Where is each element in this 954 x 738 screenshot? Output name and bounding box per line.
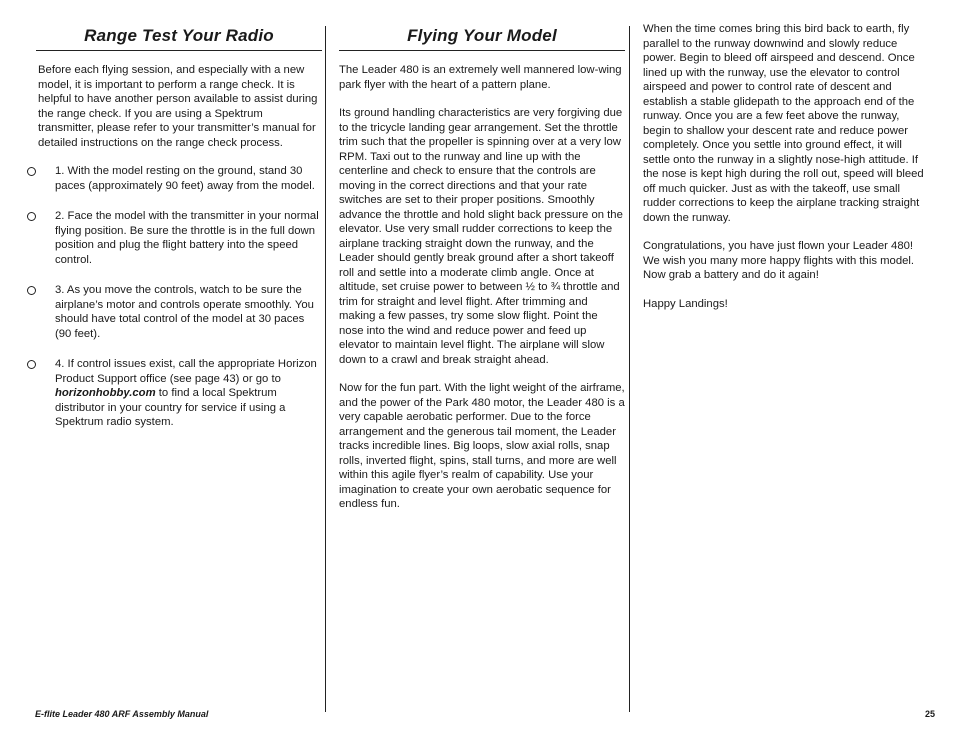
item4-text-end: to find a local Spektrum distributor in your country for service if using a Spektrum radio system. (55, 387, 286, 428)
body-paragraph: The Leader 480 is an extremely well mannered low-wing park flyer with the heart of a pattern plane. (339, 64, 622, 91)
body-paragraph: Happy Landings! (643, 297, 728, 310)
checkbox-circle-icon (27, 360, 36, 369)
checkbox-circle-icon (27, 167, 36, 176)
item4-text-start: 4. If control issues exist, call the appropriate Horizon Product Support office (see page 43) or go to (55, 358, 317, 385)
checklist-item-text: 3. As you move the controls, watch to be sure the airplane’s motor and controls operate smoothly. You should have total control of the model at 30 paces (90 feet). (55, 284, 314, 340)
checklist-item-text: 1. With the model resting on the ground, stand 30 paces (approximately 90 feet) away from the model. (55, 165, 315, 192)
checklist-item (36, 357, 320, 430)
range-test-heading: Range Test Your Radio (36, 26, 322, 51)
column-divider (325, 26, 326, 712)
column-divider (629, 26, 630, 712)
page-number: 25 (924, 709, 935, 719)
landing-column (643, 22, 927, 325)
body-paragraph: Now for the fun part. With the light weight of the airframe, and the power of the Park 480 motor, the Leader 480 is a very capable aerobatic performer. Due to the force arrangement and the generous tail moment, the Leader tracks incredible lines. Big loops, slow axial rolls, snap rolls, inverted flight, spins, stall turns, and more are well within this agile flyer’s realm of capability. Use your imagination to create your own aerobatic sequence for endless fun. (339, 382, 625, 510)
range-test-intro: Before each flying session, and especially with a new model, it is important to perform a range check. It is helpful to have another person available to assist during the range check. If you are using a Spektrum transmitter, please refer to your transmitter’s manual for detailed instructions on the range check process. (38, 64, 318, 149)
checklist-item (36, 283, 320, 341)
flying-model-column (339, 22, 625, 526)
checkbox-circle-icon (27, 286, 36, 295)
checklist-item (36, 209, 320, 267)
body-paragraph: Congratulations, you have just flown your Leader 480! We wish you many more happy flights with this model. Now grab a battery and do it again! (643, 240, 915, 281)
horizonhobby-link[interactable]: horizonhobby.com (55, 387, 156, 399)
body-paragraph: When the time comes bring this bird back to earth, fly parallel to the runway downwind and slowly reduce power. Begin to bleed off airspeed and descend. Once lined up with the runway, use the elevator to control airspeed and power to control rate of descent and establish a stable glidepath to the approach end of the runway. Once you are a few feet above the runway, begin to shallow your descent rate and reduce power completely. Once you settle into ground effect, it will settle onto the runway in a slightly nose-high attitude. If the nose is kept high during the roll out, speed will bleed off much quicker. Just as with the takeoff, use small rudder corrections to keep the airplane tracking straight down the runway. (643, 23, 924, 224)
checkbox-circle-icon (27, 212, 36, 221)
checklist-item-text (55, 357, 320, 430)
footer-title: E-flite Leader 480 ARF Assembly Manual (35, 709, 209, 719)
flying-model-heading: Flying Your Model (339, 26, 625, 51)
body-paragraph: Its ground handling characteristics are very forgiving due to the tricycle landing gear arrangement. Set the throttle trim such that the propeller is spinning over at a very low RPM. Taxi out to the runway and line up with the centerline and check to ensure that the controls are moving in the correct directions and that your rate switches are set to their proper positions. Smoothly advance the throttle and hold slight back pressure on the elevator. Use very small rudder corrections to keep the airplane tracking straight down the runway, and the Leader should gently break ground after a short takeoff roll and settle into a moderate climb angle. Once at altitude, set cruise power to between ½ to ¾ throttle and trim for straight and level flight. After trimming and making a few passes, try some slow flight. Point the nose into the wind and reduce power and feed up elevator to maintain level flight. The airplane will slow down to a crawl and break straight ahead. (339, 107, 623, 366)
checklist-item-text: 2. Face the model with the transmitter in your normal flying position. Be sure the throttle is in the full down position and plug the flight battery into the speed control. (55, 210, 319, 266)
range-test-column (36, 22, 320, 446)
checklist-item (36, 164, 320, 193)
